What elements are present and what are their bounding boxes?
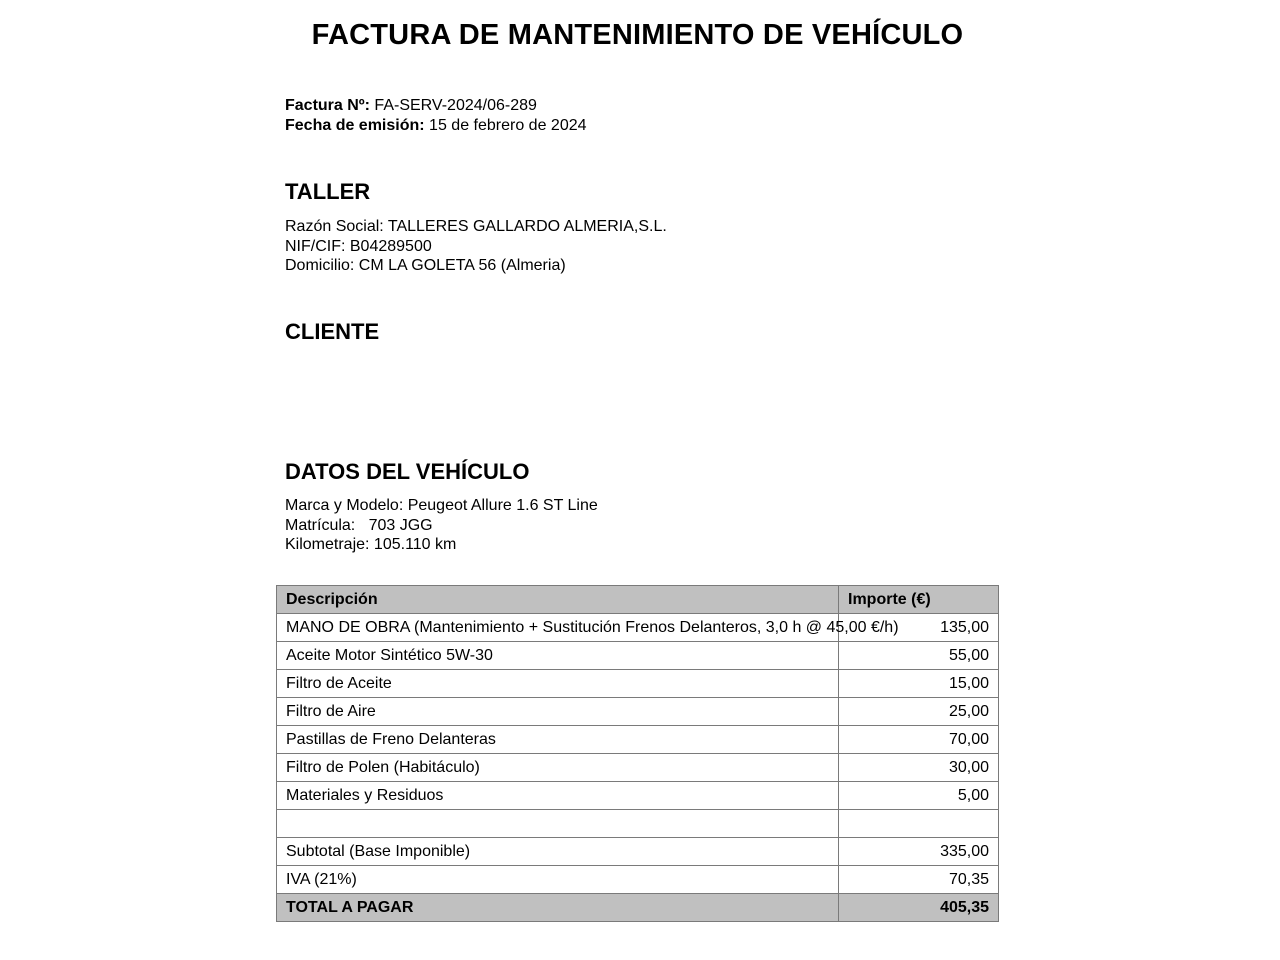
tax-label: IVA (21%)	[277, 866, 839, 894]
row-description: Materiales y Residuos	[277, 782, 839, 810]
row-amount: 15,00	[839, 670, 999, 698]
invoice-title: FACTURA DE MANTENIMIENTO DE VEHÍCULO	[311, 19, 964, 51]
total-label: TOTAL A PAGAR	[277, 894, 839, 922]
vehicle-plate: Matrícula: 703 JGG	[285, 516, 433, 534]
subtotal-label: Subtotal (Base Imponible)	[277, 838, 839, 866]
table-header-row	[277, 586, 999, 614]
table-row	[277, 754, 999, 782]
vehicle-info	[285, 496, 598, 555]
total-row	[277, 894, 999, 922]
items-table	[276, 585, 999, 922]
invoice-meta	[285, 96, 587, 136]
row-amount: 30,00	[839, 754, 999, 782]
row-amount: 5,00	[839, 782, 999, 810]
row-description: Filtro de Polen (Habitáculo)	[277, 754, 839, 782]
workshop-info	[285, 217, 667, 276]
header-amount: Importe (€)	[839, 586, 999, 614]
vehicle-make-model: Marca y Modelo: Peugeot Allure 1.6 ST Line	[285, 497, 598, 514]
invoice-date-value: 15 de febrero de 2024	[429, 117, 587, 134]
tax-amount: 70,35	[839, 866, 999, 894]
table-row	[277, 642, 999, 670]
invoice-date-label: Fecha de emisión:	[285, 117, 425, 134]
vehicle-heading: DATOS DEL VEHÍCULO	[285, 459, 530, 484]
row-amount: 55,00	[839, 642, 999, 670]
invoice-number-value: FA-SERV-2024/06-289	[374, 97, 537, 114]
row-amount: 25,00	[839, 698, 999, 726]
workshop-company-name: Razón Social: TALLERES GALLARDO ALMERIA,S.L.	[285, 218, 667, 235]
invoice-number-label: Factura Nº:	[285, 97, 370, 114]
workshop-address: Domicilio: CM LA GOLETA 56 (Almeria)	[285, 257, 566, 274]
row-description: Filtro de Aceite	[277, 670, 839, 698]
table-row	[277, 614, 999, 642]
row-amount: 70,00	[839, 726, 999, 754]
table-row	[277, 726, 999, 754]
total-amount: 405,35	[839, 894, 999, 922]
row-description: Filtro de Aire	[277, 698, 839, 726]
workshop-heading: TALLER	[285, 179, 371, 204]
vehicle-mileage: Kilometraje: 105.110 km	[285, 536, 457, 553]
empty-row	[277, 810, 999, 838]
table-row	[277, 698, 999, 726]
table-row	[277, 782, 999, 810]
client-heading: CLIENTE	[285, 319, 380, 344]
subtotal-amount: 335,00	[839, 838, 999, 866]
row-description	[277, 614, 899, 642]
invoice-date-line	[285, 116, 587, 136]
subtotal-row	[277, 838, 999, 866]
invoice-number-line	[285, 96, 587, 116]
tax-row	[277, 866, 999, 894]
table-row	[277, 670, 999, 698]
row-description: Aceite Motor Sintético 5W-30	[277, 642, 839, 670]
row-description: Pastillas de Freno Delanteras	[277, 726, 839, 754]
header-description: Descripción	[277, 586, 839, 614]
row-amount: 135,00	[839, 614, 999, 642]
row-description-text: MANO DE OBRA (Mantenimiento + Sustitución Frenos Delanteros, 3,0 h @ 45,00 €/h)	[286, 618, 899, 636]
row-amount	[839, 810, 999, 838]
row-description	[277, 810, 839, 838]
workshop-tax-id: NIF/CIF: B04289500	[285, 237, 432, 255]
